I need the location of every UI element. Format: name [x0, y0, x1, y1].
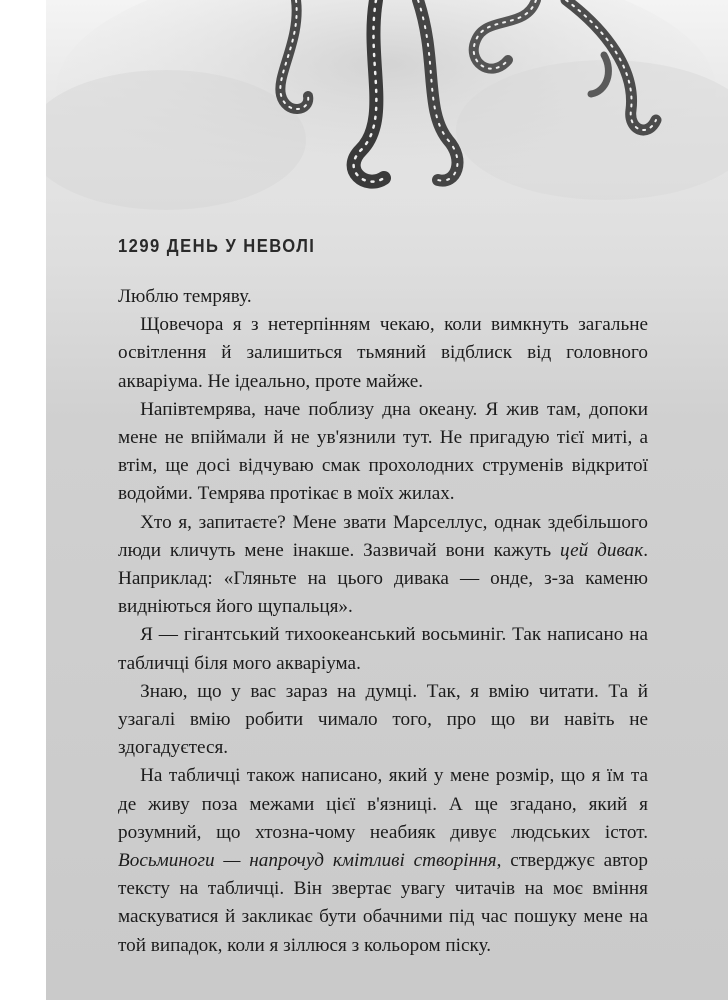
paragraph: Люблю темряву.: [118, 286, 252, 307]
italic-phrase: Восьминоги — напрочуд кмітливі створіння: [118, 850, 497, 872]
paragraph: [118, 509, 648, 622]
paragraph-segment: На табличці також написано, який у мене розмір, що я їм та де живу поза межами цієї в'язниці. А ще згадано, який я розумний, що хтозна-чому неабияк дивує людських істот.: [118, 765, 648, 843]
paragraph-segment: Хто я, запитаєте? Мене звати Марселлус, однак здебільшого люди кличуть мене інакше. Зазвичай вони кажуть: [118, 511, 648, 561]
chapter-title: 1299 ДЕНЬ У НЕВОЛІ: [118, 236, 316, 256]
octopus-tentacles-illustration: [46, 0, 728, 240]
paragraph-segment: , стверджує автор тексту на табличці. Він звертає увагу читачів на моє вміння маскуватися й закликає бути обачними під час пошуку мене на той випадок, коли я зіллюся з кольором піску.: [118, 850, 648, 956]
paragraph: Щовечора я з нетерпінням чекаю, коли вимкнуть загальне освітлення й залишиться тьмяний відблиск від головного акваріума. Не ідеально, проте майже.: [118, 314, 648, 392]
paragraph: Знаю, що у вас зараз на думці. Так, я вмію читати. Та й узагалі вмію робити чимало того, про що ви навіть не здогадуєтеся.: [118, 680, 648, 759]
book-page: [46, 0, 728, 1000]
paragraph: Я — гігантський тихоокеанський восьминіг. Так написано на табличці біля мого акваріума.: [118, 624, 648, 674]
chapter-body-text: [118, 283, 648, 960]
paragraph-segment: . Наприклад: «Гляньте на цього дивака — онде, з-за каменю видніються його щупальця».: [118, 539, 649, 618]
paragraph: Напівтемрява, наче поблизу дна океану. Я жив там, допоки мене не впіймали й не ув'язнили тут. Не пригадую тієї миті, а втім, ще досі відчуваю смак прохолодних струменів відкритої водойми. Темрява протікає в моїх жилах.: [118, 398, 648, 505]
italic-phrase: цей дивак: [560, 539, 644, 561]
paragraph: [118, 762, 648, 959]
